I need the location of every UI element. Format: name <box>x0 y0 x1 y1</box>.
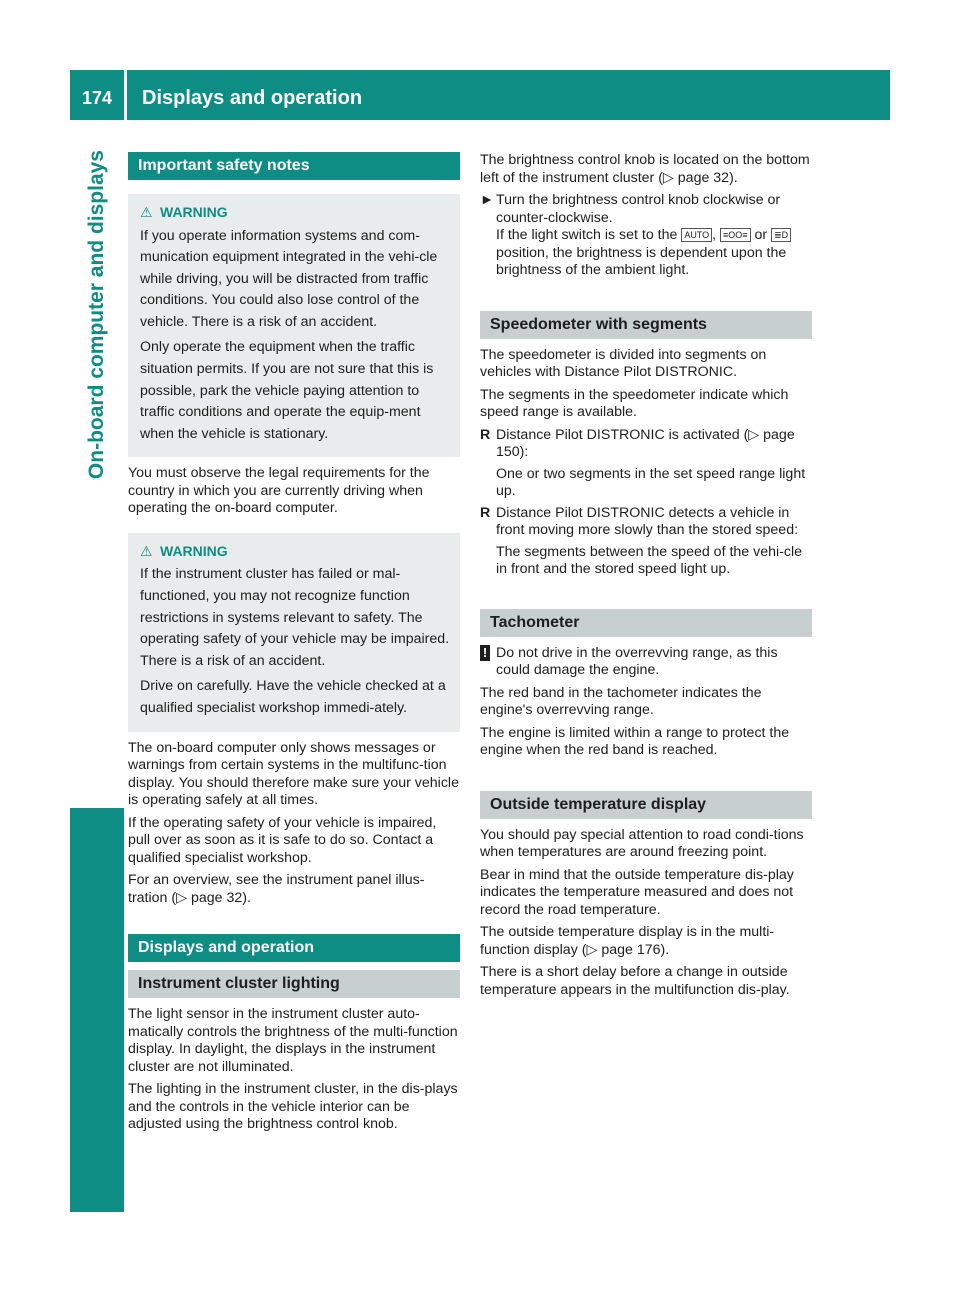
warning-box-2 <box>128 533 460 732</box>
bullet-icon: R <box>480 504 491 521</box>
bullet-icon: R <box>480 426 491 443</box>
paragraph: For an overview, see the instrument panel illus-tration (▷ page 32). <box>128 872 425 906</box>
warning-title <box>140 204 452 222</box>
subsection-heading-outside-temp: Outside temperature display <box>480 791 812 819</box>
header-separator <box>124 70 127 120</box>
section-heading-safety: Important safety notes <box>128 152 460 180</box>
chapter-side-tab <box>70 120 124 1212</box>
step-detail: If the light switch is set to the AUTO , ≡OO≡ or ≣D position, the brightness is dependent upon the brightness of the ambient light. <box>496 227 812 280</box>
warning-icon: ⚠ <box>140 204 153 220</box>
warning-text: If the instrument cluster has failed or mal-functioned, you may not recognize function restrictions in systems relevant to safety. The operating safety of your vehicle may be impaired. There is a risk of an accident. <box>140 566 450 669</box>
list-item: R Distance Pilot DISTRONIC detects a vehicle in front moving more slowly than the stored speed: The segments between the speed of the vehi-cle in front and the stored speed light up. <box>480 504 803 577</box>
warning-text: Drive on carefully. Have the vehicle checked at a qualified specialist workshop immedi-ately. <box>140 678 446 716</box>
paragraph: The red band in the tachometer indicates the engine's overrevving range. <box>480 684 762 718</box>
paragraph: You should pay special attention to road condi-tions when temperatures are around freezing point. <box>480 826 804 860</box>
paragraph: The lighting in the instrument cluster, in the dis-plays and the controls in the vehicle interior can be adjusted using the brightness control knob. <box>128 1081 458 1133</box>
page-header <box>70 70 890 120</box>
subsection-heading-lighting: Instrument cluster lighting <box>128 970 460 998</box>
warning-box-1 <box>128 194 460 457</box>
paragraph: There is a short delay before a change in outside temperature appears in the multifunction dis-play. <box>480 964 790 998</box>
warning-icon: ⚠ <box>140 542 153 559</box>
warning-label: WARNING <box>160 542 228 559</box>
paragraph: The brightness control knob is located on the bottom left of the instrument cluster (▷ page 32). <box>480 152 810 186</box>
attention-icon: ! <box>480 645 490 661</box>
parking-light-icon: ≡OO≡ <box>720 228 751 242</box>
warning-title <box>140 543 452 561</box>
warning-text: Only operate the equipment when the traffic situation permits. If you are not sure that this is possible, park the vehicle paying attention to traffic conditions and operate the equip-ment when the vehicle is stationary. <box>140 339 434 442</box>
page-number: 174 <box>81 88 113 108</box>
paragraph: The outside temperature display is in the multi-function display (▷ page 176). <box>480 924 775 958</box>
paragraph: The on-board computer only shows messages or warnings from certain systems in the multifunc-tion display. You should therefore make sure your vehicle is operating safely at all times. <box>128 739 459 809</box>
paragraph: The speedometer is divided into segments on vehicles with Distance Pilot DISTRONIC. <box>480 346 767 380</box>
paragraph: The engine is limited within a range to protect the engine when the red band is reached. <box>480 724 790 758</box>
paragraph: You must observe the legal requirements for the country in which you are currently driving when operating the on-board computer. <box>128 465 430 517</box>
instruction-step <box>480 192 812 280</box>
step-text: Turn the brightness control knob clockwise or counter-clockwise. <box>496 192 781 226</box>
warning-text: If you operate information systems and com-munication equipment integrated in the vehi-cle while driving, you will be distracted from traffic conditions. You could also lose control of the vehicle. There is a risk of an accident. <box>140 227 438 330</box>
subsection-heading-tachometer: Tachometer <box>480 609 812 637</box>
right-column <box>480 152 812 1004</box>
list-item: R Distance Pilot DISTRONIC is activated (▷ page 150): One or two segments in the set speed range light up. <box>480 426 806 499</box>
chapter-label: On-board computer and displays <box>85 150 108 480</box>
paragraph: If the operating safety of your vehicle is impaired, pull over as soon as it is safe to do so. Contact a qualified specialist workshop. <box>128 814 437 866</box>
left-column <box>128 152 460 1139</box>
section-heading-displays: Displays and operation <box>128 934 460 962</box>
subsection-heading-speedometer: Speedometer with segments <box>480 311 812 339</box>
paragraph: Bear in mind that the outside temperature dis-play indicates the temperature measured and does not record the road temperature. <box>480 866 794 918</box>
arrow-icon: ► <box>480 192 495 208</box>
page-title: Displays and operation <box>142 87 363 109</box>
paragraph: The segments in the speedometer indicate which speed range is available. <box>480 386 789 420</box>
low-beam-icon: ≣D <box>771 228 791 242</box>
chapter-tab-bar <box>70 808 124 1212</box>
paragraph: The light sensor in the instrument cluster auto-matically controls the brightness of the multi-function display. In daylight, the displays in the instrument cluster are not illuminated. <box>128 1006 458 1075</box>
warning-label: WARNING <box>160 204 228 220</box>
note-item: ! Do not drive in the overrevving range, as this could damage the engine. <box>480 645 812 680</box>
auto-light-icon: AUTO <box>681 228 712 242</box>
